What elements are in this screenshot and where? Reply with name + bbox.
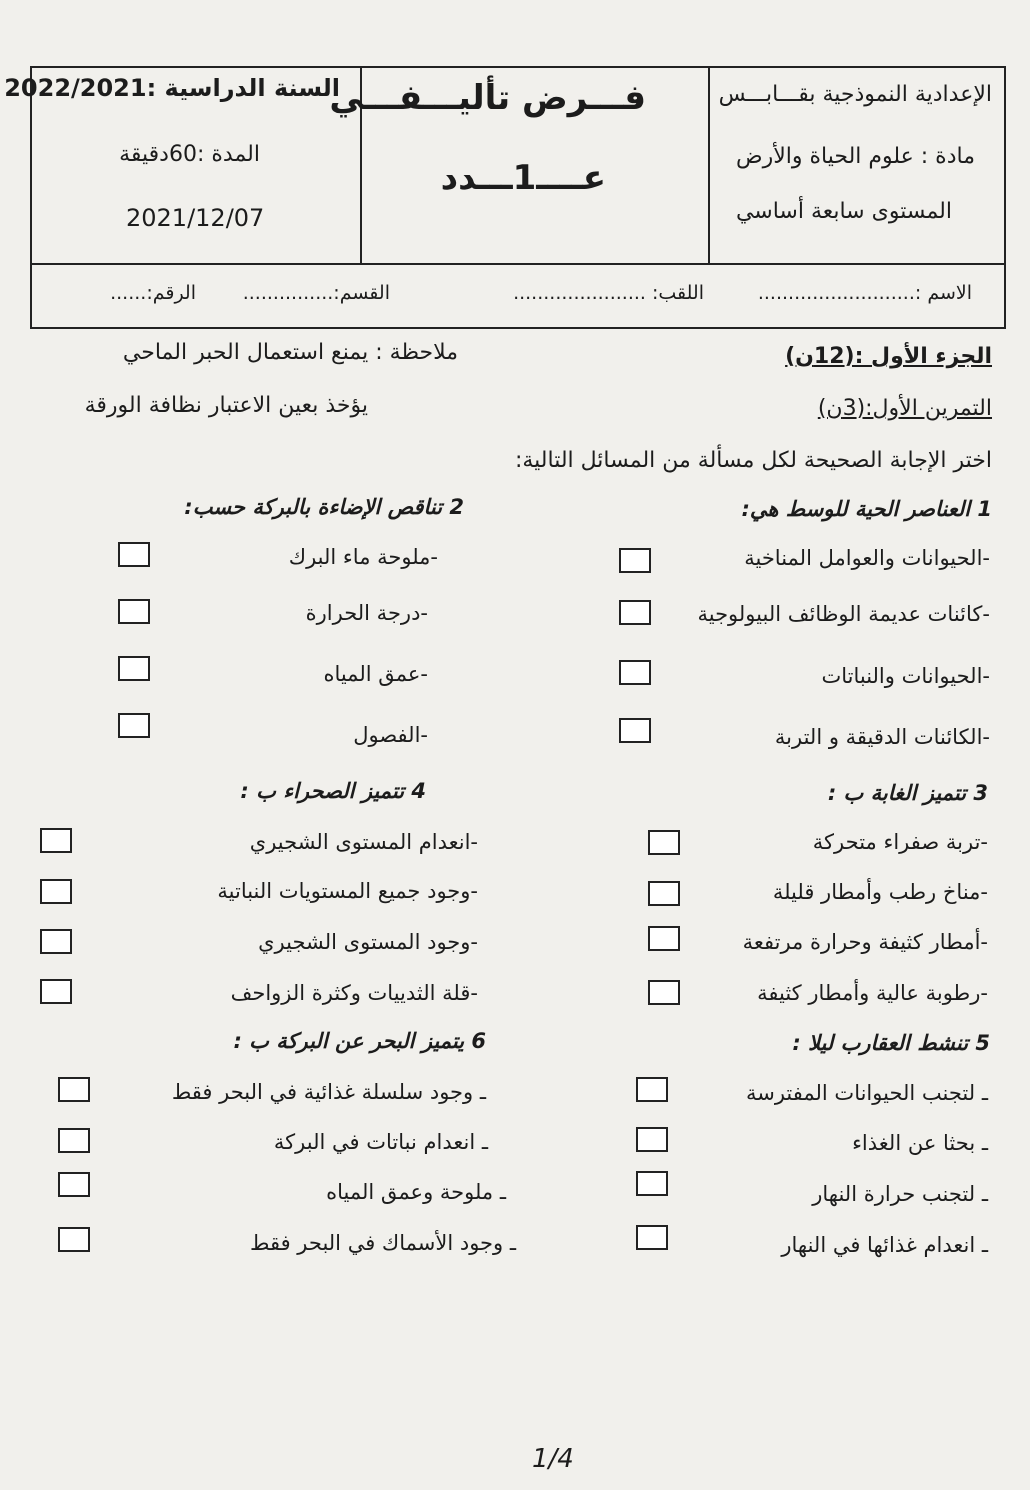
- option-label: ـ وجود سلسلة غذائية في البحر فقط: [171, 1080, 486, 1104]
- note: ملاحظة : يمنع استعمال الحبر الماحي: [122, 340, 458, 365]
- question-head: 6 يتميز البحر عن البركة ب :: [233, 1029, 486, 1053]
- option-label: -مناخ رطب وأمطار قليلة: [772, 880, 988, 904]
- answer-checkbox[interactable]: [619, 718, 651, 743]
- divider: [708, 68, 710, 263]
- answer-checkbox[interactable]: [619, 548, 651, 573]
- exam-number: عــــ1ـــدد: [440, 158, 606, 198]
- answer-checkbox[interactable]: [58, 1128, 90, 1153]
- name-field[interactable]: الاسم :..........................: [757, 282, 972, 304]
- instruction: اختر الإجابة الصحيحة لكل مسألة من المسائل التالية:: [514, 448, 992, 473]
- answer-checkbox[interactable]: [648, 830, 680, 855]
- option-label: ـ لتجنب حرارة النهار: [812, 1182, 988, 1206]
- surname-field[interactable]: اللقب: ......................: [513, 282, 704, 304]
- answer-checkbox[interactable]: [636, 1077, 668, 1102]
- answer-checkbox[interactable]: [40, 828, 72, 853]
- option-label: ـ وجود الأسماك في البحر فقط: [250, 1231, 516, 1255]
- answer-checkbox[interactable]: [636, 1127, 668, 1152]
- option-label: -عمق المياه: [323, 662, 428, 686]
- option-label: -وجود المستوى الشجيري: [258, 930, 478, 954]
- option-label: -ملوحة ماء البرك: [288, 545, 438, 569]
- option-label: ـ بحثا عن الغذاء: [852, 1131, 988, 1155]
- answer-checkbox[interactable]: [40, 929, 72, 954]
- option-label: ـ ملوحة وعمق المياه: [326, 1180, 506, 1204]
- option-label: -انعدام المستوى الشجيري: [249, 830, 478, 854]
- note-cleanliness: يؤخذ بعين الاعتبار نظافة الورقة: [84, 393, 368, 418]
- answer-checkbox[interactable]: [648, 926, 680, 951]
- question-head: 2 تناقص الإضاءة بالبركة حسب:: [184, 495, 464, 519]
- answer-checkbox[interactable]: [40, 979, 72, 1004]
- answer-checkbox[interactable]: [118, 656, 150, 681]
- answer-checkbox[interactable]: [648, 881, 680, 906]
- question-head: 1 العناصر الحية للوسط هي:: [741, 497, 992, 521]
- option-label: -وجود جميع المستويات النباتية: [217, 879, 478, 903]
- level: المستوى سابعة أساسي: [735, 199, 952, 224]
- answer-checkbox[interactable]: [40, 879, 72, 904]
- question-head: 4 تتميز الصحراء ب :: [240, 779, 426, 803]
- number-field[interactable]: الرقم:......: [110, 282, 196, 304]
- answer-checkbox[interactable]: [58, 1172, 90, 1197]
- option-label: -درجة الحرارة: [305, 601, 428, 625]
- option-label: ـ انعدام غذائها في النهار: [781, 1233, 988, 1257]
- date: 2021/12/07: [126, 204, 265, 232]
- option-label: -الكائنات الدقيقة و التربة: [774, 725, 990, 749]
- answer-checkbox[interactable]: [118, 599, 150, 624]
- divider: [32, 263, 1004, 265]
- part-one-title: الجزء الأول :(12ن): [785, 344, 992, 369]
- answer-checkbox[interactable]: [636, 1171, 668, 1196]
- exam-title: فـــرض تأليـــفـــي: [329, 78, 646, 118]
- page-number: 1/4: [532, 1444, 574, 1474]
- answer-checkbox[interactable]: [648, 980, 680, 1005]
- option-label: -كائنات عديمة الوظائف البيولوجية: [697, 602, 990, 626]
- answer-checkbox[interactable]: [58, 1077, 90, 1102]
- option-label: -رطوبة عالية وأمطار كثيفة: [757, 981, 988, 1005]
- school-name: الإعدادية النموذجية بقـــابـــس: [718, 82, 992, 107]
- option-label: ـ لتجنب الحيوانات المفترسة: [745, 1081, 988, 1105]
- subject: مادة : علوم الحياة والأرض: [736, 144, 975, 169]
- answer-checkbox[interactable]: [619, 600, 651, 625]
- option-label: -الحيوانات والعوامل المناخية: [744, 546, 990, 570]
- answer-checkbox[interactable]: [619, 660, 651, 685]
- answer-checkbox[interactable]: [118, 542, 150, 567]
- option-label: -الحيوانات والنباتات: [821, 664, 990, 688]
- answer-checkbox[interactable]: [636, 1225, 668, 1250]
- option-label: -قلة الثدييات وكثرة الزواحف: [230, 981, 478, 1005]
- school-year: السنة الدراسية :2022/2021: [4, 74, 340, 102]
- duration: المدة :60دقيقة: [119, 142, 260, 167]
- answer-checkbox[interactable]: [58, 1227, 90, 1252]
- exercise-one-title: التمرين الأول:(3ن): [817, 396, 992, 421]
- option-label: -الفصول: [353, 723, 428, 747]
- option-label: -أمطار كثيفة وحرارة مرتفعة: [742, 930, 988, 954]
- question-head: 5 تنشط العقارب ليلا :: [792, 1031, 990, 1055]
- question-head: 3 تتميز الغابة ب :: [827, 781, 988, 805]
- class-field[interactable]: القسم:...............: [242, 282, 390, 304]
- answer-checkbox[interactable]: [118, 713, 150, 738]
- option-label: ـ انعدام نباتات في البركة: [273, 1130, 488, 1154]
- option-label: -تربة صفراء متحركة: [812, 830, 988, 854]
